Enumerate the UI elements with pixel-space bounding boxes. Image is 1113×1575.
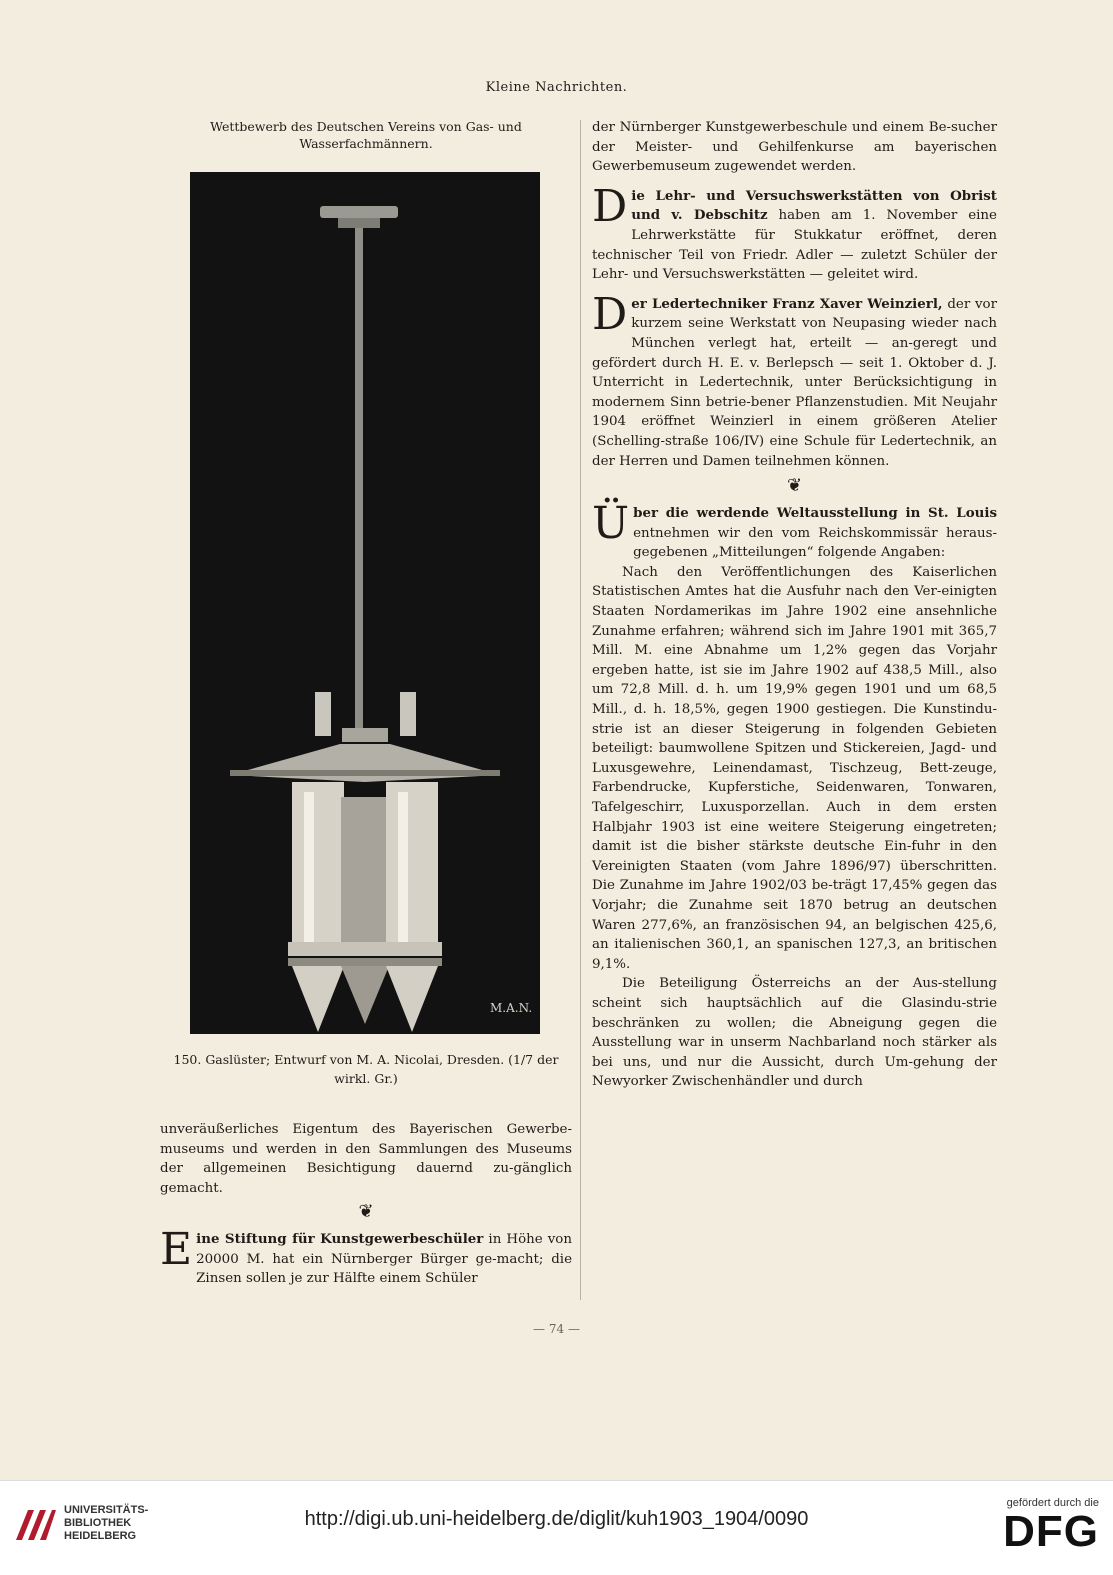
- drop-cap: E: [160, 1223, 193, 1275]
- drop-cap: D: [592, 288, 628, 340]
- left-column: [160, 118, 572, 1287]
- figure-top-caption: Wettbewerb des Deutschen Vereins von Gas- und Wasserfachmännern.: [210, 119, 522, 151]
- section-heading: ie Lehr- und Versuchswerkstätten von Obrist und v. Debschitz: [631, 187, 997, 224]
- section-heading: ber die werdende Weltausstellung in St. Louis: [633, 505, 997, 522]
- paragraph: Nach den Veröffentlichungen des Kaiserlichen Statistischen Amtes hat die Ausfuhr nach den Ver-einigten Staaten Nordamerikas im Jahre 1902 eine ansehnliche Zunahme erfahren; während sich im Jahre 1901 mit 365,7 Mill. M. eine Abnahme um 1,2% gegen das Vorjahr ergeben hatte, ist sie im Jahre 1902 auf 438,5 Mill., also um 72,8 Mill. d. h. um 19,9% gegen 1901 und um 68,5 Mill., d. h. 18,5%, gegen 1900 gestiegen. Die Kunstindu-strie ist an dieser Steigerung in folgenden Gebieten beteiligt: baumwollene Spitzen und Stickereien, Jagd- und Luxusgewehre, Leinendamast, Tischzeug, Bett-zeuge, Farbendrucke, Kupferstiche, Seidenwaren, Tonwaren, Tafelgeschirr, Luxusporzellan. Auch in dem ersten Halbjahr 1903 ist eine weitere Steigerung eingetreten; damit ist die bisher stärkste deutsche Ein-fuhr in den Vereinigten Staaten (vom Jahre 1896/97) überschritten. Die Zunahme im Jahre 1902/03 be-trägt 17,45% gegen das Vorjahr; die Zunahme seit 1870 betrug an deutschen Waren 277,6%, an französischen 94, an belgischen 425,6, an italienischen 360,1, an spanischen 127,3, an britischen 9,1%.: [592, 564, 997, 972]
- institution-line: UNIVERSITÄTS-: [64, 1504, 149, 1516]
- fleuron-ornament: ❦: [786, 475, 803, 497]
- chandelier-illustration: [190, 172, 540, 1034]
- paragraph: Die Beteiligung Österreichs an der Aus-stellung scheint sich hauptsächlich auf die Glasindu-strie beschränken zu wollen; die Abneigung gegen die Ausstellung war in unserm Nachbarland noch stärker als bei uns, und nur die Aussicht, durch Um-gehung der Newyorker Zwischenhändler und durch: [592, 976, 997, 1090]
- section-lehrwerkstaetten: [592, 180, 997, 285]
- paragraph: der Nürnberger Kunstgewerbeschule und einem Be-sucher der Meister- und Gehilfenkurse am bayerischen Gewerbemuseum zugewendet werden.: [592, 120, 997, 175]
- section-text: entnehmen wir den vom Reichskommissär heraus-gegebenen „Mitteilungen“ folgende Angaben:: [633, 525, 997, 561]
- section-text: haben am 1. November eine Lehrwerkstätte für Stukkatur eröffnet, deren technischer Teil von Friedr. Adler — zuletzt Schüler der Lehr- und Versuchswerkstätten — geleitet wird.: [592, 208, 997, 283]
- column-divider: [580, 120, 581, 1300]
- institution-line: HEIDELBERG: [64, 1530, 137, 1542]
- gas-chandelier-drawing: [190, 172, 540, 1034]
- drop-cap: D: [592, 180, 628, 232]
- section-weltausstellung: [592, 498, 997, 563]
- right-column: [592, 118, 997, 1092]
- section-weinzierl: [592, 288, 997, 471]
- institution-line: BIBLIOTHEK: [64, 1517, 132, 1529]
- page-number: — 74 —: [533, 1322, 580, 1336]
- paragraph: unveräußerliches Eigentum des Bayerischen Gewerbe-museums und werden in den Sammlungen des Museums der allgemeinen Besichtigung dauernd zu-gänglich gemacht.: [160, 1122, 572, 1196]
- figure-caption: 150. Gaslüster; Entwurf von M. A. Nicolai, Dresden. (1/7 der wirkl. Gr.): [173, 1052, 559, 1086]
- dfg-sponsor[interactable]: [1003, 1497, 1099, 1555]
- running-title: Kleine Nachrichten.: [485, 80, 628, 95]
- drop-cap: Ü: [592, 498, 630, 550]
- dfg-logo: DFG: [1003, 1507, 1099, 1556]
- section-text: der vor kurzem seine Werkstatt von Neupasing wieder nach München verlegt hat, erteilt — an-geregt und gefördert durch H. E. v. Berlepsch — seit 1. Oktober d. J. Unterricht in Ledertechnik, unter Berücksichtigung in modernem Sinn betrie-bener Pflanzenstudien. Mit Neujahr 1904 eröffnet Weinzierl in einem größeren Atelier (Schelling-straße 106/IV) eine Schule für Ledertechnik, an der Herren und Damen teilnehmen können.: [592, 296, 997, 469]
- permalink-url[interactable]: http://digi.ub.uni-heidelberg.de/diglit/kuh1903_1904/0090: [304, 1508, 809, 1530]
- left-body-text: [160, 1120, 572, 1289]
- funded-by-label: gefördert durch die: [1006, 1497, 1099, 1509]
- section-text: in Höhe von 20000 M. hat ein Nürnberger Bürger ge-macht; die Zinsen sollen je zur Hälfte einem Schüler: [196, 1231, 572, 1287]
- fleuron-ornament: ❦: [358, 1201, 374, 1223]
- section-heading: ine Stiftung für Kunstgewerbeschüler: [196, 1230, 484, 1247]
- section-stiftung: [160, 1223, 572, 1289]
- figure-monogram: M.A.N.: [490, 1001, 533, 1015]
- section-heading: er Ledertechniker Franz Xaver Weinzierl,: [631, 295, 943, 312]
